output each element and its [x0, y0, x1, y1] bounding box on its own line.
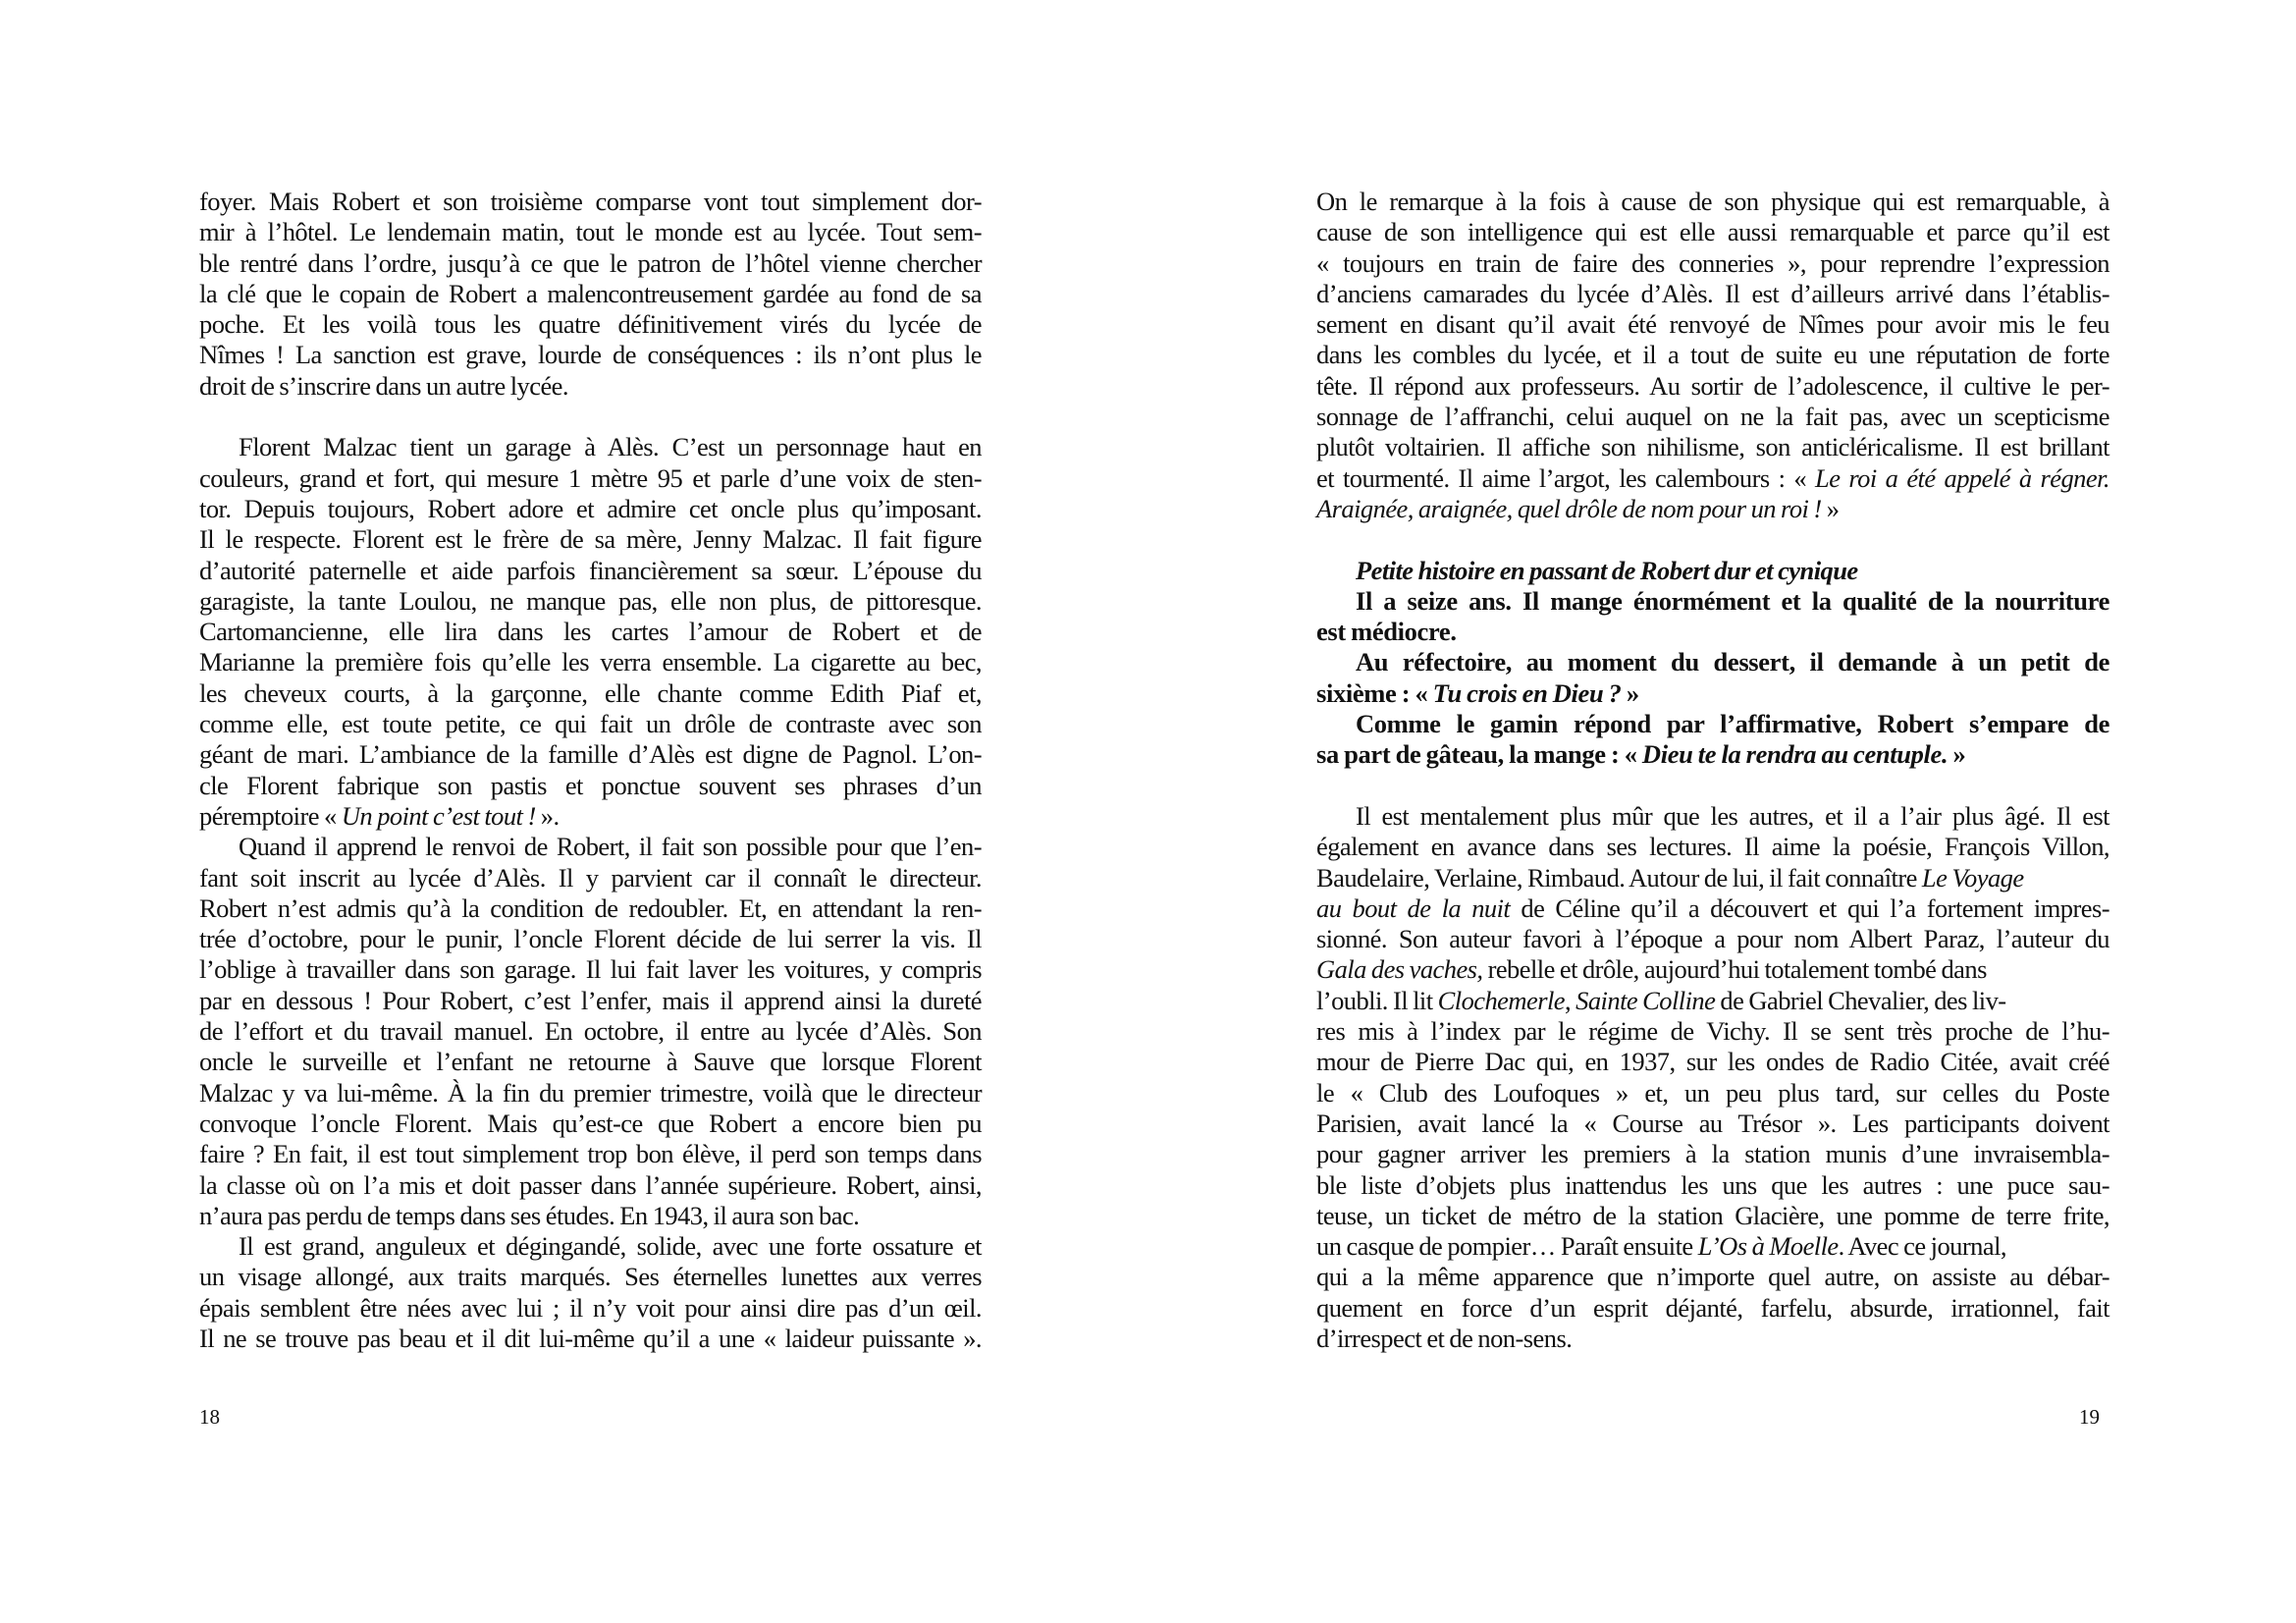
text-run: foyer. Mais Robert et son troisième comparse vont tout simplement dor-: [199, 187, 982, 216]
text-run: comme elle, est toute petite, ce qui fait un drôle de contraste avec son: [199, 709, 982, 739]
text-run: Comme le gamin répond par l’affirmative, Robert s’empare de: [1356, 709, 2109, 739]
text-line: [199, 771, 982, 801]
text-run: . Avec ce journal,: [1838, 1231, 2006, 1262]
text-line: [199, 217, 982, 247]
text-line: [199, 1078, 982, 1109]
text-run: »: [1621, 677, 1639, 708]
text-run: quement en force d’un esprit déjanté, farfelu, absurde, irrationnel, fait: [1316, 1292, 2109, 1323]
text-run: sonnage de l’affranchi, celui auquel on ne la fait pas, avec un scepticisme: [1316, 402, 2109, 432]
text-run: Il le respecte. Florent est le frère de sa mère, Jenny Malzac. Il fait figure: [199, 524, 982, 555]
text-run: les cheveux courts, à la garçonne, elle chante comme Edith Piaf et,: [199, 677, 982, 708]
text-line: [199, 739, 982, 770]
text-run: teuse, un ticket de métro de la station Glacière, une pomme de terre frite,: [1316, 1200, 2109, 1230]
text-run: On le remarque à la fois à cause de son physique qui est remarquable, à: [1316, 187, 2109, 216]
text-run: plutôt voltairien. Il affiche son nihilisme, son anticléricalisme. Il est brillant: [1316, 432, 2109, 462]
text-run: Marianne la première fois qu’elle les verra ensemble. La cigarette au bec,: [199, 647, 982, 677]
text-run: la classe où on l’a mis et doit passer dans l’année supérieure. Robert, ainsi,: [199, 1169, 982, 1200]
italic-text: au bout de la nuit: [1316, 893, 1511, 923]
text-run: Robert n’est admis qu’à la condition de redoubler. Et, en attendant la ren-: [199, 893, 982, 923]
text-run: Au réfectoire, au moment du dessert, il demande à un petit de: [1356, 647, 2109, 677]
text-line: [1316, 1139, 2109, 1169]
text-line: [1316, 1262, 2109, 1292]
text-run: faire ? En fait, il est tout simplement trop bon élève, il perd son temps dans: [199, 1139, 982, 1169]
text-run: garagiste, la tante Loulou, ne manque pas, elle non plus, de pittoresque.: [199, 585, 982, 616]
text-run: sixième : «: [1316, 677, 1433, 708]
text-line: [199, 1293, 982, 1324]
text-run: trée d’octobre, pour le punir, l’oncle Florent décide de lui serrer la vis. Il: [199, 924, 982, 954]
text-run: ble liste d’objets plus inattendus les uns que les autres : une puce sau-: [1316, 1169, 2109, 1200]
text-line: [1316, 678, 2109, 709]
text-line: [1316, 1170, 2109, 1201]
text-line: [199, 1016, 982, 1047]
text-run: droit de s’inscrire dans un autre lycée.: [199, 370, 568, 401]
text-line: [199, 678, 982, 709]
bold-italic-text: Tu crois en Dieu ?: [1432, 677, 1622, 708]
text-line: [199, 556, 982, 586]
text-run: Parisien, avait lancé la « Course au Trésor ». Les participants doivent: [1316, 1108, 2109, 1138]
text-run: ble rentré dans l’ordre, jusqu’à ce que le patron de l’hôtel vienne chercher: [199, 247, 982, 278]
text-run: le « Club des Loufoques » et, un peu plus tard, sur celles du Poste: [1316, 1077, 2109, 1108]
text-line: [199, 986, 982, 1016]
text-line: [199, 586, 982, 617]
text-line: [1316, 463, 2109, 494]
text-run: tor. Depuis toujours, Robert adore et admire cet oncle plus qu’imposant.: [199, 493, 982, 523]
text-run: n’aura pas perdu de temps dans ses études. En 1943, il aura son bac.: [199, 1200, 860, 1230]
text-line: [199, 1170, 982, 1201]
text-line: [1316, 1324, 2109, 1354]
text-line: [199, 647, 982, 677]
text-line: [1316, 494, 2109, 524]
text-run: un visage allongé, aux traits marqués. Ses éternelles lunettes aux verres: [199, 1262, 982, 1292]
text-line: [1316, 309, 2109, 340]
text-line: [1316, 647, 2109, 677]
text-line: [199, 1324, 982, 1354]
blank-line: [1316, 771, 2109, 801]
right-page: [1148, 0, 2296, 1623]
text-run: qui a la même apparence que n’importe quel autre, on assiste au débar-: [1316, 1262, 2109, 1292]
text-run: Florent Malzac tient un garage à Alès. C’est un personnage haut en: [239, 432, 982, 462]
text-line: [199, 617, 982, 647]
text-run: Il est mentalement plus mûr que les autres, et il a l’air plus âgé. Il est: [1356, 800, 2109, 831]
text-run: « toujours en train de faire des conneries », pour reprendre l’expression: [1316, 247, 2109, 278]
text-line: [199, 1231, 982, 1262]
text-run: cle Florent fabrique son pastis et ponctue souvent ses phrases d’un: [199, 770, 982, 800]
text-line: [1316, 954, 2109, 985]
text-run: »: [1821, 493, 1840, 523]
text-run: de l’effort et du travail manuel. En octobre, il entre au lycée d’Alès. Son: [199, 1016, 982, 1047]
text-run: rebelle et drôle, aujourd’hui totalement tombé dans: [1482, 954, 1987, 985]
text-line: [199, 248, 982, 279]
page-number-left: 18: [199, 1405, 220, 1429]
italic-text: Le roi a été appelé à régner.: [1815, 462, 2109, 493]
text-line: [199, 1109, 982, 1139]
text-line: [1316, 586, 2109, 617]
text-run: est médiocre.: [1316, 617, 1457, 647]
text-run: ,: [1564, 985, 1576, 1015]
text-line: [199, 524, 982, 555]
text-line: [1316, 340, 2109, 370]
text-line: [1316, 187, 2109, 217]
text-run: d’irrespect et de non-sens.: [1316, 1323, 1573, 1353]
text-line: [199, 893, 982, 924]
text-run: tête. Il répond aux professeurs. Au sortir de l’adolescence, il cultive le per-: [1316, 370, 2109, 401]
text-run: Il est grand, anguleux et dégingandé, solide, avec une forte ossature et: [239, 1231, 982, 1262]
text-run: fant soit inscrit au lycée d’Alès. Il y parvient car il connaît le directeur.: [199, 862, 982, 893]
text-line: [199, 924, 982, 954]
text-line: [1316, 801, 2109, 832]
text-run: géant de mari. L’ambiance de la famille d’Alès est digne de Pagnol. L’on-: [199, 739, 982, 770]
italic-text: Clochemerle: [1437, 985, 1565, 1015]
text-run: Quand il apprend le renvoi de Robert, il fait son possible pour que l’en-: [239, 832, 982, 862]
text-run: Il ne se trouve pas beau et il dit lui-même qu’il a une « laideur puissante ».: [199, 1323, 982, 1353]
text-run: pour gagner arriver les premiers à la station munis d’une invraisembla-: [1316, 1139, 2109, 1169]
text-line: [1316, 217, 2109, 247]
text-run: Il a seize ans. Il mange énormément et la qualité de la nourriture: [1356, 585, 2109, 616]
italic-text: Araignée, araignée, quel drôle de nom pour un roi !: [1316, 493, 1822, 523]
left-page-text-column: [199, 187, 982, 1354]
text-line: [199, 309, 982, 340]
text-line: [199, 463, 982, 494]
text-run: un casque de pompier… Paraît ensuite: [1316, 1231, 1698, 1262]
blank-line: [199, 402, 982, 432]
italic-text: L’Os à Moelle: [1697, 1231, 1839, 1262]
text-run: d’anciens camarades du lycée d’Alès. Il est d’ailleurs arrivé dans l’établis-: [1316, 278, 2109, 308]
text-line: [1316, 248, 2109, 279]
text-run: péremptoire «: [199, 800, 342, 831]
right-page-text-column: [1316, 187, 2109, 1354]
text-run: également en avance dans ses lectures. Il aime la poésie, François Villon,: [1316, 832, 2109, 862]
bold-italic-text: Dieu te la rendra au centuple.: [1641, 739, 1949, 770]
text-run: l’oblige à travailler dans son garage. Il lui fait laver les voitures, y compris: [199, 954, 982, 985]
text-run: de Gabriel Chevalier, des liv-: [1715, 985, 2006, 1015]
text-line: [1316, 709, 2109, 739]
text-run: et tourmenté. Il aime l’argot, les calembours : «: [1316, 462, 1816, 493]
text-run: Baudelaire, Verlaine, Rimbaud. Autour de lui, il fait connaître: [1316, 862, 1922, 893]
text-line: [199, 863, 982, 893]
text-line: [1316, 371, 2109, 402]
text-line: [199, 371, 982, 402]
page-number-right: 19: [2079, 1405, 2100, 1429]
text-line: [1316, 432, 2109, 462]
text-line: [1316, 1109, 2109, 1139]
text-line: [199, 1047, 982, 1077]
text-line: [1316, 986, 2109, 1016]
text-line: [199, 1201, 982, 1231]
text-run: dans les combles du lycée, et il a tout de suite eu une réputation de forte: [1316, 340, 2109, 370]
text-line: [1316, 1016, 2109, 1047]
text-line: [199, 1139, 982, 1169]
text-run: sa part de gâteau, la mange : «: [1316, 739, 1642, 770]
text-run: la clé que le copain de Robert a malencontreusement gardée au fond de sa: [199, 278, 982, 308]
text-run: mour de Pierre Dac qui, en 1937, sur les ondes de Radio Citée, avait créé: [1316, 1047, 2109, 1077]
text-line: [1316, 402, 2109, 432]
text-run: res mis à l’index par le régime de Vichy. Il se sent très proche de l’hu-: [1316, 1016, 2109, 1047]
text-line: [1316, 1201, 2109, 1231]
text-run: de Céline qu’il a découvert et qui l’a fortement impres-: [1510, 893, 2109, 923]
text-line: [1316, 1078, 2109, 1109]
text-run: par en dessous ! Pour Robert, c’est l’enfer, mais il apprend ainsi la dureté: [199, 985, 982, 1015]
text-line: [1316, 1047, 2109, 1077]
text-line: [199, 432, 982, 462]
text-line: [1316, 279, 2109, 309]
text-line: [199, 494, 982, 524]
text-run: ».: [535, 800, 560, 831]
text-line: [1316, 739, 2109, 770]
bold-italic-text: Petite histoire en passant de Robert dur et cynique: [1356, 555, 1858, 585]
text-line: [1316, 1231, 2109, 1262]
text-line: [1316, 924, 2109, 954]
text-run: oncle le surveille et l’enfant ne retourne à Sauve que lorsque Florent: [199, 1047, 982, 1077]
text-line: [1316, 893, 2109, 924]
text-run: sionné. Son auteur favori à l’époque a pour nom Albert Paraz, l’auteur du: [1316, 924, 2109, 954]
text-line: [199, 801, 982, 832]
text-run: l’oubli. Il lit: [1316, 985, 1438, 1015]
text-line: [199, 187, 982, 217]
text-run: convoque l’oncle Florent. Mais qu’est-ce que Robert a encore bien pu: [199, 1108, 982, 1138]
text-run: épais semblent être nées avec lui ; il n’y voit pour ainsi dire pas d’un œil.: [199, 1292, 982, 1323]
text-run: sement en disant qu’il avait été renvoyé de Nîmes pour avoir mis le feu: [1316, 309, 2109, 340]
blank-line: [1316, 524, 2109, 555]
text-run: mir à l’hôtel. Le lendemain matin, tout le monde est au lycée. Tout sem-: [199, 217, 982, 247]
italic-text: Le Voyage: [1921, 862, 2024, 893]
text-line: [1316, 617, 2109, 647]
text-run: poche. Et les voilà tous les quatre définitivement virés du lycée de: [199, 309, 982, 340]
italic-text: Un point c’est tout !: [341, 800, 536, 831]
text-line: [199, 340, 982, 370]
text-line: [199, 832, 982, 862]
text-line: [1316, 556, 2109, 586]
text-line: [199, 954, 982, 985]
text-line: [199, 709, 982, 739]
italic-text: Sainte Colline: [1575, 985, 1716, 1015]
text-run: couleurs, grand et fort, qui mesure 1 mètre 95 et parle d’une voix de sten-: [199, 462, 982, 493]
italic-text: Gala des vaches,: [1316, 954, 1483, 985]
text-run: Cartomancienne, elle lira dans les cartes l’amour de Robert et de: [199, 617, 982, 647]
text-run: Malzac y va lui-même. À la fin du premier trimestre, voilà que le directeur: [199, 1077, 982, 1108]
text-line: [199, 1262, 982, 1292]
text-line: [1316, 863, 2109, 893]
text-run: Nîmes ! La sanction est grave, lourde de conséquences : ils n’ont plus le: [199, 340, 982, 370]
text-line: [1316, 1293, 2109, 1324]
text-run: d’autorité paternelle et aide parfois financièrement sa sœur. L’épouse du: [199, 555, 982, 585]
text-run: »: [1948, 739, 1966, 770]
text-line: [199, 279, 982, 309]
text-run: cause de son intelligence qui est elle aussi remarquable et parce qu’il est: [1316, 217, 2109, 247]
text-line: [1316, 832, 2109, 862]
